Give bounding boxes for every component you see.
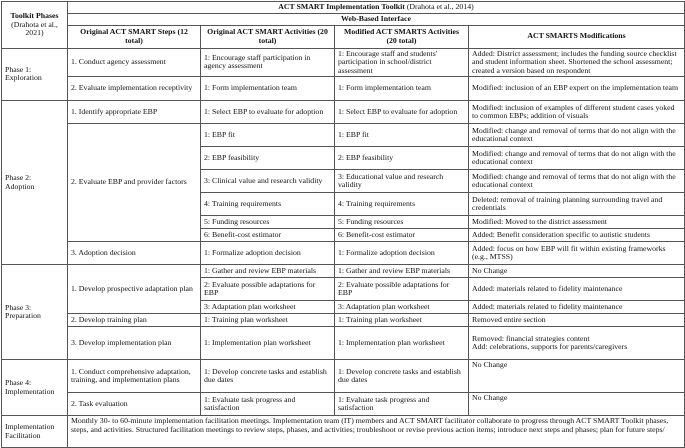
- modified-activity-cell: 5: Funding resources: [335, 216, 469, 229]
- step-cell: 2. Develop training plan: [68, 314, 201, 327]
- modification-cell: No Change: [469, 360, 685, 393]
- modification-cell: Modified: change and removal of terms that do not align with the educational context: [469, 170, 685, 193]
- phase-1-label: Phase 1: Exploration: [2, 48, 68, 101]
- original-activity-cell: 1: Develop concrete tasks and establish due dates: [201, 360, 335, 393]
- original-activity-cell: 1: Formalize adoption decision: [201, 242, 335, 265]
- modification-cell: Modified: inclusion of an EBP expert on the implementation team: [469, 77, 685, 101]
- act-smart-table: [1, 1, 685, 448]
- original-activity-cell: 1: Form implementation team: [201, 77, 335, 101]
- modification-cell: Added: Benefit consideration specific to autistic students: [469, 229, 685, 242]
- original-activity-cell: 4: Training requirements: [201, 193, 335, 216]
- step-cell: 3. Adoption decision: [68, 242, 201, 265]
- modified-activity-cell: 1: EBP fit: [335, 124, 469, 147]
- original-activity-cell: 1: Implementation plan worksheet: [201, 327, 335, 360]
- original-activity-cell: 3: Adaptation plan worksheet: [201, 301, 335, 314]
- original-activity-cell: 1: Gather and review EBP materials: [201, 265, 335, 278]
- modification-cell: Added: District assessment; includes the funding source checklist and student information sheet. Shortened the school assessment; created a version based on respondent: [469, 48, 685, 77]
- modified-activity-cell: 3: Adaptation plan worksheet: [335, 301, 469, 314]
- original-activity-cell: 6: Benefit-cost estimator: [201, 229, 335, 242]
- modified-activity-cell: 1: Formalize adoption decision: [335, 242, 469, 265]
- toolkit-phases-header: Toolkit Phases (Drahota et al., 2021): [2, 2, 68, 49]
- modified-activity-cell: 6: Benefit-cost estimator: [335, 229, 469, 242]
- original-activity-cell: 3: Clinical value and research validity: [201, 170, 335, 193]
- modification-cell: No Change: [469, 265, 685, 278]
- modified-activity-cell: 1: Select EBP to evaluate for adoption: [335, 101, 469, 124]
- modified-activity-cell: 1: Form implementation team: [335, 77, 469, 101]
- step-cell: 2. Evaluate implementation receptivity: [68, 77, 201, 101]
- modification-cell: Added: materials related to fidelity maintenance: [469, 301, 685, 314]
- column-header-modifications: ACT SMARTS Modifications: [469, 25, 685, 48]
- modification-cell: Added: materials related to fidelity maintenance: [469, 278, 685, 301]
- modification-cell: Modified: change and removal of terms that do not align with the educational context: [469, 147, 685, 170]
- phase-3-label: Phase 3: Preparation: [2, 265, 68, 360]
- toolkit-phases-cite: (Drahota et al., 2021): [11, 19, 58, 38]
- original-activity-cell: 1: Encourage staff participation in agency assessment: [201, 48, 335, 77]
- original-activity-cell: 1: EBP fit: [201, 124, 335, 147]
- step-cell: 1. Conduct comprehensive adaptation, training, and implementation plans: [68, 360, 201, 393]
- original-activity-cell: 5: Funding resources: [201, 216, 335, 229]
- step-cell: 1. Identify appropriate EBP: [68, 101, 201, 124]
- original-activity-cell: 2: EBP feasibility: [201, 147, 335, 170]
- web-interface-header: Web-Based Interface: [68, 14, 685, 26]
- modified-activity-cell: 2: EBP feasibility: [335, 147, 469, 170]
- original-activity-cell: 1: Training plan worksheet: [201, 314, 335, 327]
- step-cell: 2. Task evaluation: [68, 393, 201, 416]
- modification-cell: Modified: Moved to the district assessment: [469, 216, 685, 229]
- facilitation-text: Monthly 30- to 60-minute implementation facilitation meetings. Implementation team (IT) members and ACT SMART facilitator collaborate to progress through ACT SMART Toolkit phases, steps, and activities. Structured facilitation meetings to review steps, phases, and activities; troubleshoot or revise previous action items; introduce next steps and phases; plan for future steps/: [68, 416, 685, 448]
- modification-cell: Added: focus on how EBP will fit within existing frameworks (e.g., MTSS): [469, 242, 685, 265]
- step-cell: 3. Develop implementation plan: [68, 327, 201, 360]
- column-header-modified-activities: Modified ACT SMARTS Activities (20 total): [335, 25, 469, 48]
- step-cell: 2. Evaluate EBP and provider factors: [68, 124, 201, 242]
- phase-4-label: Phase 4: Implementation: [2, 360, 68, 416]
- column-header-steps: Original ACT SMART Steps (12 total): [68, 25, 201, 48]
- modified-activity-cell: 4: Training requirements: [335, 193, 469, 216]
- modification-cell: Modified: change and removal of terms that do not align with the educational context: [469, 124, 685, 147]
- original-activity-cell: 1: Select EBP to evaluate for adoption: [201, 101, 335, 124]
- phase-2-label: Phase 2: Adoption: [2, 101, 68, 265]
- modification-cell: Modified: inclusion of examples of different student cases yoked to common EBPs; addition of visuals: [469, 101, 685, 124]
- modified-activity-cell: 3: Educational value and research validity: [335, 170, 469, 193]
- facilitation-label: Implementation Facilitation: [2, 416, 68, 448]
- modified-activity-cell: 1: Training plan worksheet: [335, 314, 469, 327]
- column-header-original-activities: Original ACT SMART Activities (20 total): [201, 25, 335, 48]
- modification-cell: Removed entire section: [469, 314, 685, 327]
- modified-activity-cell: 1: Develop concrete tasks and establish due dates: [335, 360, 469, 393]
- step-cell: 1. Develop prospective adaptation plan: [68, 265, 201, 314]
- modification-cell: No Change: [469, 393, 685, 416]
- original-activity-cell: 2: Evaluate possible adaptations for EBP: [201, 278, 335, 301]
- original-activity-cell: 1: Evaluate task progress and satisfaction: [201, 393, 335, 416]
- table-title-cite: (Drahota et al., 2014): [406, 2, 474, 12]
- modification-cell: Deleted: removal of training planning surrounding travel and credentials: [469, 193, 685, 216]
- modified-activity-cell: 1: Implementation plan worksheet: [335, 327, 469, 360]
- step-cell: 1. Conduct agency assessment: [68, 48, 201, 77]
- modified-activity-cell: 2: Evaluate possible adaptations for EBP: [335, 278, 469, 301]
- modification-cell: Removed: financial strategies content Add: celebrations, supports for parents/caregivers: [469, 327, 685, 360]
- modified-activity-cell: 1: Gather and review EBP materials: [335, 265, 469, 278]
- table-title: ACT SMART Implementation Toolkit (Drahota et al., 2014): [68, 2, 685, 14]
- modified-activity-cell: 1: Evaluate task progress and satisfaction: [335, 393, 469, 416]
- modified-activity-cell: 1: Encourage staff and students' participation in school/district assessment: [335, 48, 469, 77]
